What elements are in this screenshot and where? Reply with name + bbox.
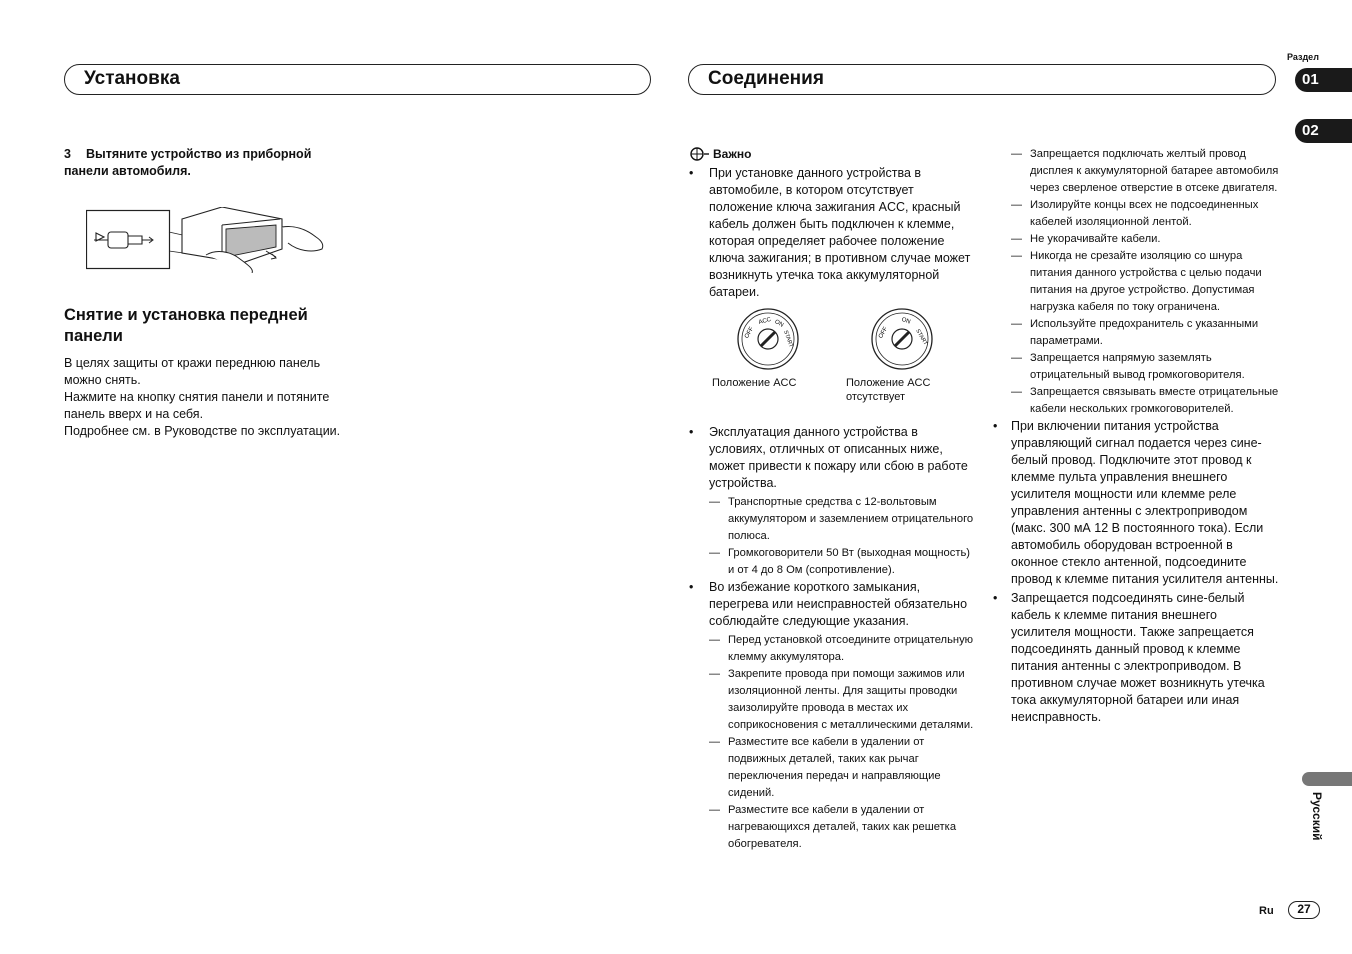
dash-item: — Громкоговорители 50 Вт (выходная мощность) и от 4 до 8 Ом (сопротивление). bbox=[709, 545, 976, 579]
dash-item: — Транспортные средства с 12-вольтовым аккумулятором и заземлением отрицательного полюса. bbox=[709, 494, 976, 545]
list-item bbox=[689, 579, 976, 853]
section-tab-01[interactable]: 01 bbox=[1295, 68, 1352, 92]
dial-label-on: ON bbox=[773, 319, 785, 329]
dial-label-start: START bbox=[782, 329, 794, 349]
section-header-connections bbox=[688, 64, 1276, 95]
bullet-text: Эксплуатация данного устройства в условиях, отличных от описанных ниже, может привести к пожару или сбою в работе устройства. bbox=[709, 425, 968, 490]
dash-item: — Закрепите провода при помощи зажимов или изоляционной ленты. Для защиты проводки заизолируйте провода в местах их соприкосновения с металлическими деталями. bbox=[709, 666, 976, 734]
page-number: 27 bbox=[1288, 901, 1320, 919]
step-3 bbox=[64, 146, 354, 180]
important-notes bbox=[689, 146, 976, 853]
section-tab-02[interactable]: 02 bbox=[1295, 119, 1352, 143]
language-code: Ru bbox=[1259, 905, 1274, 917]
connection-notes-continued bbox=[1011, 146, 1279, 726]
important-icon bbox=[689, 147, 711, 161]
dash-item: — Запрещается подключать желтый провод дисплея к аккумуляторной батарее автомобиля через сверленое отверстие в отсеке двигателя. bbox=[1011, 146, 1279, 197]
ignition-diagrams bbox=[689, 308, 976, 418]
unit-removal-illustration bbox=[86, 207, 328, 273]
ignition-dial-no-acc-icon bbox=[871, 308, 933, 370]
list-item bbox=[1011, 418, 1279, 588]
dash-item: — Не укорачивайте кабели. bbox=[1011, 231, 1279, 248]
header-title: Соединения bbox=[708, 68, 824, 89]
dash-item: — Разместите все кабели в удалении от подвижных деталей, таких как рычаг переключения передач и направляющие сидений. bbox=[709, 734, 976, 802]
dash-item: — Изолируйте концы всех не подсоединенных кабелей изоляционной лентой. bbox=[1011, 197, 1279, 231]
header-title: Установка bbox=[84, 68, 180, 89]
dash-item: — Разместите все кабели в удалении от нагревающихся деталей, таких как решетка обогревателя. bbox=[709, 802, 976, 853]
dial-label-acc: ACC bbox=[758, 316, 772, 326]
language-label: Русский bbox=[1310, 792, 1324, 841]
front-panel-section bbox=[64, 305, 354, 440]
step-text-block bbox=[64, 146, 354, 180]
dash-item: — Запрещается связывать вместе отрицательные кабели нескольких громкоговорителей. bbox=[1011, 384, 1279, 418]
dash-item: — Используйте предохранитель с указанными параметрами. bbox=[1011, 316, 1279, 350]
dial-label-start: START bbox=[914, 328, 929, 347]
section-heading: Снятие и установка передней панели bbox=[64, 306, 308, 345]
dash-item: — Перед установкой отсоедините отрицательную клемму аккумулятора. bbox=[709, 632, 976, 666]
step-text: Вытяните устройство из приборной панели автомобиля. bbox=[64, 147, 312, 178]
section-header-installation bbox=[64, 64, 651, 95]
section-label: Раздел bbox=[1287, 52, 1319, 62]
caption-acc: Положение ACC bbox=[712, 377, 797, 389]
bullet-text: При включении питания устройства управляющий сигнал подается через сине-белый провод. Подключите этот провод к клемме пульта управления внешнего усилителя мощности или клемме реле управления антенны с электроприводом (макс. 300 мА 12 В постоянного тока). Если автомобиль оборудован встроенной в оконное стекло антенной, подсоедините провод к клемме питания усилителя антенны. bbox=[1011, 419, 1279, 586]
dash-item: — Запрещается напрямую заземлять отрицательный вывод громкоговорителя. bbox=[1011, 350, 1279, 384]
list-item bbox=[1011, 590, 1279, 726]
paragraph-1: В целях защиты от кражи переднюю панель можно снять. bbox=[64, 356, 321, 387]
dial-label-off: OFF bbox=[878, 326, 890, 340]
step-number: 3 bbox=[64, 147, 71, 161]
bullet-text: Запрещается подсоединять сине-белый кабель к клемме питания внешнего усилителя мощности. Также запрещается подсоединять данный провод к клемме питания антенны с электроприводом. В противном случае может возникнуть утечка тока аккумуляторной батареи или иная неисправность. bbox=[1011, 591, 1265, 724]
paragraph-2: Нажмите на кнопку снятия панели и потяните панель вверх и на себя. bbox=[64, 390, 330, 421]
dial-label-on: ON bbox=[900, 316, 912, 326]
dash-item: — Никогда не срезайте изоляцию со шнура питания данного устройства с целью подачи питания на другое устройство. Допустимая нагрузка кабеля по току ограничена. bbox=[1011, 248, 1279, 316]
bullet-text: Во избежание короткого замыкания, перегрева или неисправностей обязательно соблюдайте следующие указания. bbox=[709, 580, 968, 628]
important-label: Важно bbox=[713, 147, 752, 161]
language-tab bbox=[1302, 772, 1352, 786]
caption-no-acc: Положение ACC отсутствует bbox=[846, 377, 931, 403]
ignition-dial-acc-icon bbox=[737, 308, 799, 370]
list-item bbox=[689, 424, 976, 579]
important-title bbox=[689, 146, 976, 162]
bullet-text: При установке данного устройства в автомобиле, в котором отсутствует положение ключа зажигания ACC, красный кабель должен быть подключен к клемме, которая определяет рабочее положение ключа зажигания; в противном случае может возникнуть утечка тока аккумуляторной батареи. bbox=[709, 166, 971, 299]
list-item bbox=[689, 165, 976, 301]
dial-label-off: OFF bbox=[744, 326, 756, 340]
paragraph-3: Подробнее см. в Руководстве по эксплуатации. bbox=[64, 424, 341, 438]
